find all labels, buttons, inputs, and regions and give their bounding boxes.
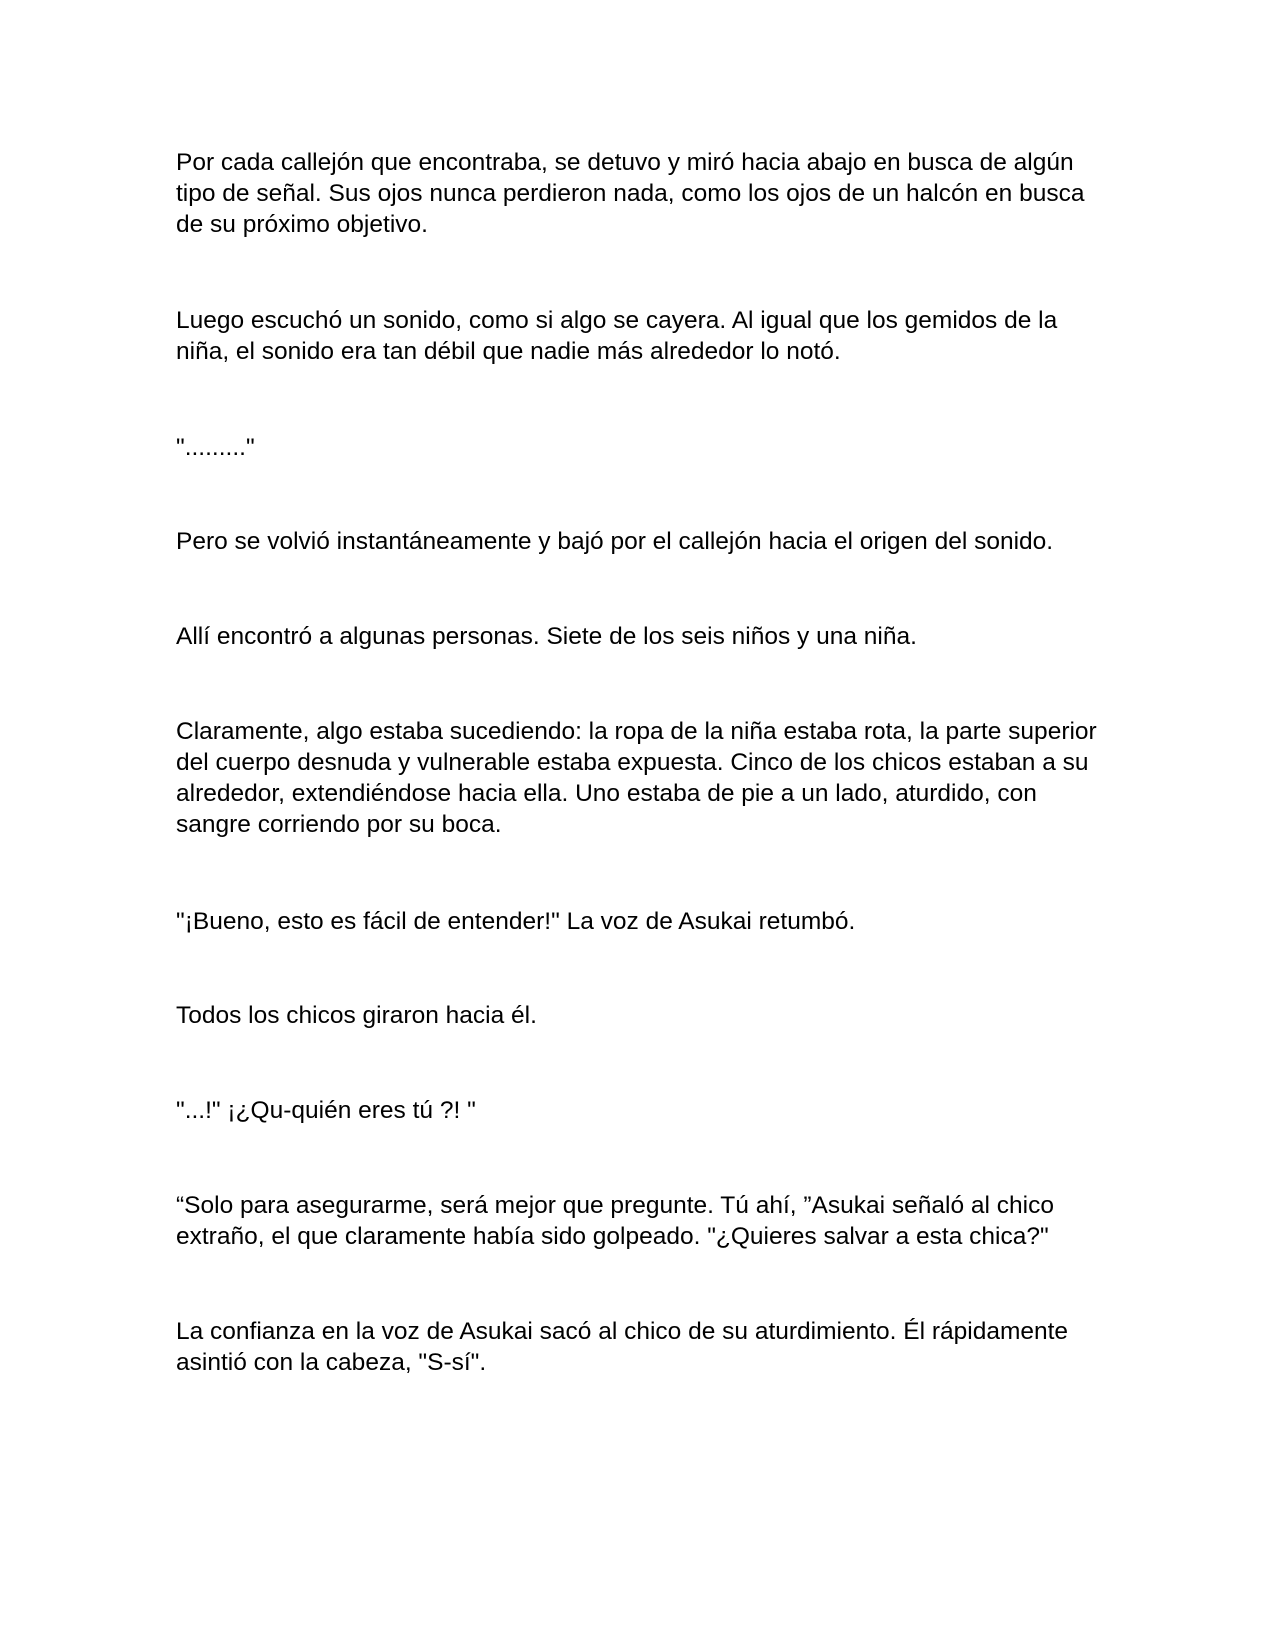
- paragraph-8: Todos los chicos giraron hacia él.: [176, 1002, 537, 1029]
- paragraph-4: Pero se volvió instantáneamente y bajó por el callejón hacia el origen del sonido.: [176, 528, 1054, 555]
- paragraph-3: ".........": [176, 434, 255, 461]
- paragraph-7: "¡Bueno, esto es fácil de entender!" La voz de Asukai retumbó.: [176, 908, 856, 935]
- paragraph-6: Claramente, algo estaba sucediendo: la ropa de la niña estaba rota, la parte superior del cuerpo desnuda y vulnerable estaba expuesta. Cinco de los chicos estaban a su alrededor, extendiéndose hacia ella. Uno estaba de pie a un lado, aturdido, con sangre corriendo por su boca.: [176, 718, 1097, 838]
- paragraph-5: Allí encontró a algunas personas. Siete de los seis niños y una niña.: [176, 623, 917, 650]
- paragraph-1: Por cada callejón que encontraba, se detuvo y miró hacia abajo en busca de algún tipo de señal. Sus ojos nunca perdieron nada, como los ojos de un halcón en busca de su próximo objetivo.: [176, 149, 1085, 238]
- paragraph-10: “Solo para asegurarme, será mejor que pregunte. Tú ahí, ”Asukai señaló al chico extraño, el que claramente había sido golpeado. "¿Quieres salvar a esta chica?": [176, 1192, 1054, 1250]
- paragraph-2: Luego escuchó un sonido, como si algo se cayera. Al igual que los gemidos de la niña, el sonido era tan débil que nadie más alrededor lo notó.: [176, 307, 1058, 365]
- paragraph-9: "...!" ¡¿Qu-quién eres tú ?! ": [176, 1097, 476, 1124]
- paragraph-11: La confianza en la voz de Asukai sacó al chico de su aturdimiento. Él rápidamente asintió con la cabeza, "S-sí".: [176, 1318, 1069, 1376]
